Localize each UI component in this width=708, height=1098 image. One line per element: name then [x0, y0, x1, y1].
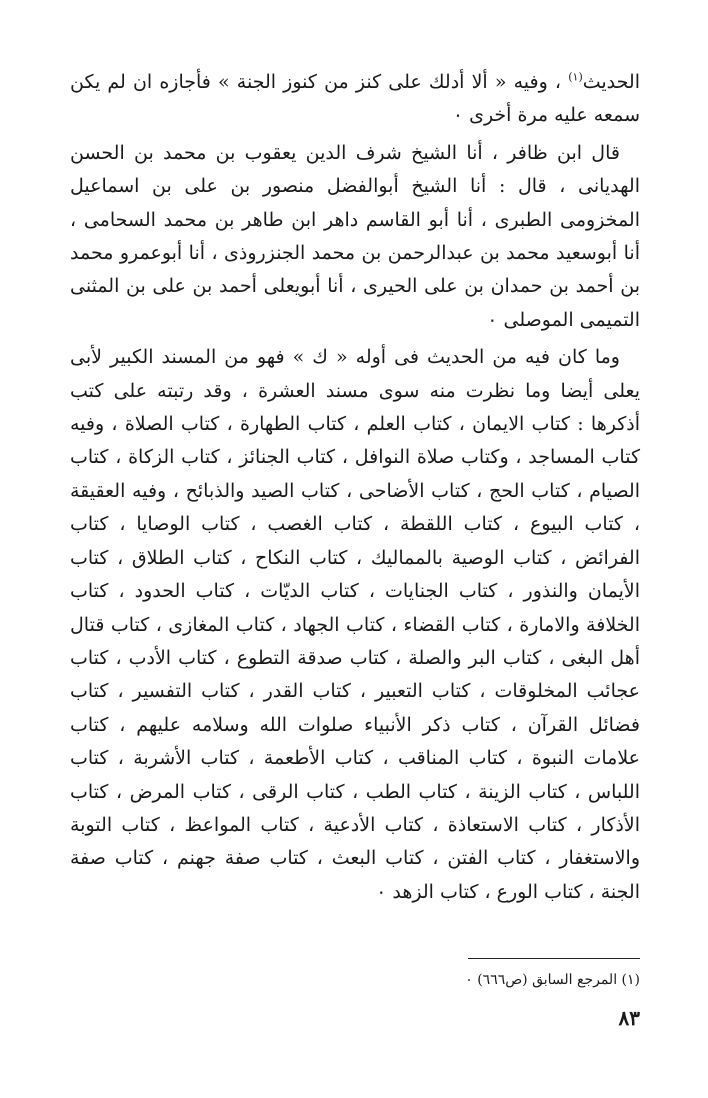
paragraph-3: وما كان فيه من الحديث فى أوله « ك » فهو من المسند الكبير لأبى يعلى أيضا وما نظرت منه سوى مسند العشرة ، وقد رتبته على كتب أذكرها : كتاب الايمان ، كتاب العلم ، كتاب الطهارة ، كتاب الصلاة ، وفيه كتاب المساجد ، وكتاب صلاة النوافل ، كتاب الجنائز ، كتاب الزكاة ، كتاب الصيام ، كتاب الحج ، كتاب الأضاحى ، كتاب الصيد والذبائح ، وفيه العقيقة ، كتاب البيوع ، كتاب اللقطة ، كتاب الغصب ، كتاب الوصايا ، كتاب الفرائض ، كتاب الوصية بالمماليك ، كتاب النكاح ، كتاب الطلاق ، كتاب الأيمان والنذور ، كتاب الجنايات ، كتاب الديّات ، كتاب الحدود ، كتاب الخلافة والامارة ، كتاب القضاء ، كتاب الجهاد ، كتاب المغازى ، كتاب قتال أهل البغى ، كتاب البر والصلة ، كتاب صدقة التطوع ، كتاب الأدب ، كتاب عجائب المخلوقات ، كتاب التعبير ، كتاب القدر ، كتاب التفسير ، كتاب فضائل القرآن ، كتاب ذكر الأنبياء صلوات الله وسلامه عليهم ، كتاب علامات النبوة ، كتاب المناقب ، كتاب الأطعمة ، كتاب الأشربة ، كتاب اللباس ، كتاب الزينة ، كتاب الطب ، كتاب الرقى ، كتاب المرض ، كتاب الأذكار ، كتاب الاستعاذة ، كتاب الأدعية ، كتاب المواعظ ، كتاب التوبة والاستغفار ، كتاب الفتن ، كتاب البعث ، كتاب صفة جهنم ، كتاب صفة الجنة ، كتاب الورع ، كتاب الزهد ٠ [70, 346, 640, 903]
main-text [70, 66, 640, 909]
footnote: (١) المرجع السابق (ص٦٦٦) ٠ [465, 972, 640, 988]
page-number: ٨٣ [618, 1006, 640, 1030]
paragraph-2: قال ابن ظافر ، أنا الشيخ شرف الدين يعقوب بن محمد بن الحسن الهديانى ، قال : أنا الشيخ أبوالفضل منصور بن على بن اسماعيل المخزومى الطبرى ، أنا أبو القاسم داهر ابن طاهر بن محمد السحامى ، أنا أبوسعيد محمد بن عبدالرحمن بن محمد الجنزروذى ، أنا أبوعمرو محمد بن أحمد بن حمدان بن على الحيرى ، أنا أبويعلى أحمد بن على بن المثنى التميمى الموصلى ٠ [70, 141, 640, 331]
paragraph-1 [70, 66, 640, 133]
footnote-marker: (١) [568, 70, 583, 84]
paragraph-1-start: الحديث [582, 71, 640, 93]
paragraph-1-rest: ، وفيه « ألا أدلك على كنز من كنوز الجنة » فأجازه ان لم يكن سمعه عليه مرة أخرى ٠ [70, 71, 640, 127]
footnote-divider [468, 958, 640, 959]
